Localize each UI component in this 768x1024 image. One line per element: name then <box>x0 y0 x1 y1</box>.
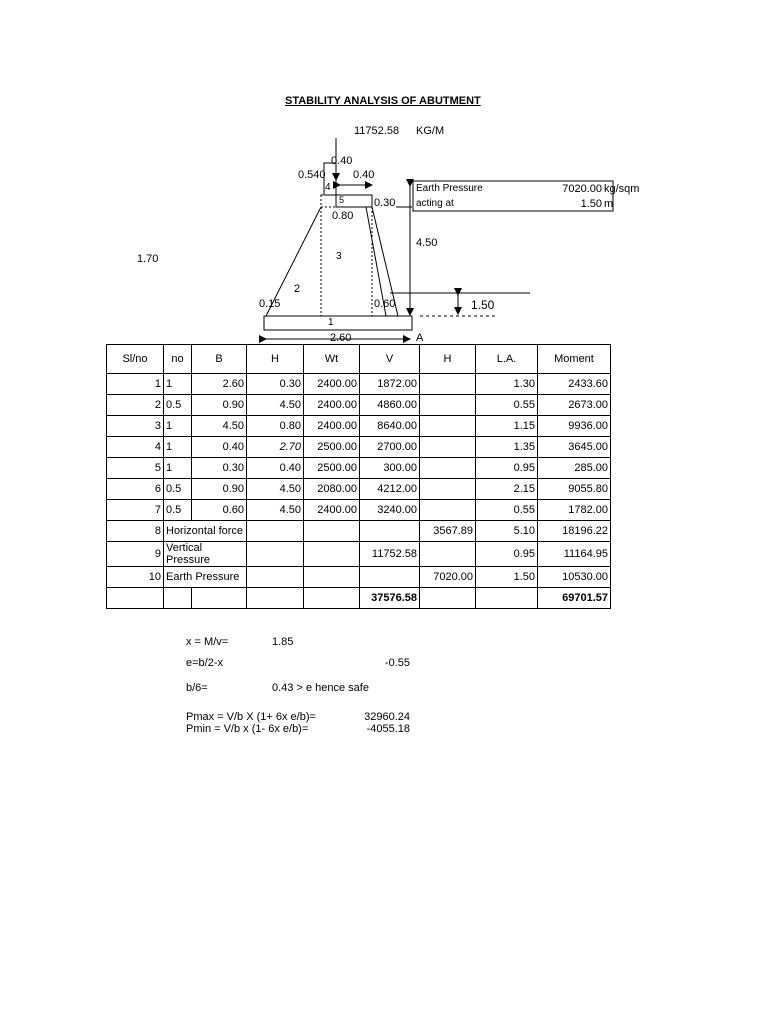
table-row <box>107 416 611 437</box>
row-v: 300.00 <box>360 458 420 479</box>
dim-0540: 0.540 <box>298 169 326 181</box>
row-no: 1 <box>164 416 192 437</box>
header-la: L.A. <box>476 345 538 374</box>
table-row <box>107 437 611 458</box>
row-la: 0.55 <box>476 500 538 521</box>
pmin-label: Pmin = V/b x (1- 6x e/b)= <box>186 723 309 735</box>
row-h: 2.70 <box>247 437 304 458</box>
row-horizontal: 7020.00 <box>420 567 476 588</box>
dim-040-top: 0.40 <box>331 155 353 167</box>
earth-pressure-label: Earth Pressure <box>416 183 483 194</box>
row-no: 1 <box>164 437 192 458</box>
row-horizontal: 3567.89 <box>420 521 476 542</box>
row-moment: 3645.00 <box>538 437 611 458</box>
header-v: V <box>360 345 420 374</box>
row-empty <box>304 567 360 588</box>
load-value: 11752.58 <box>354 125 400 137</box>
header-b: B <box>192 345 247 374</box>
table-row <box>107 542 611 567</box>
dim-015: 0.15 <box>259 298 281 310</box>
row-moment: 2433.60 <box>538 374 611 395</box>
row-v: 4860.00 <box>360 395 420 416</box>
acting-at-value: 1.50 <box>580 198 602 210</box>
acting-at-unit: m <box>604 198 614 210</box>
row-la: 2.15 <box>476 479 538 500</box>
b6-label: b/6= <box>186 682 208 694</box>
row-empty <box>247 567 304 588</box>
label-part-4: 4 <box>325 182 331 193</box>
row-wt: 2500.00 <box>304 437 360 458</box>
row-wt: 2400.00 <box>304 395 360 416</box>
label-part-1: 1 <box>328 317 334 328</box>
table-row <box>107 500 611 521</box>
row-label: Vertical Pressure <box>164 542 247 567</box>
header-no: no <box>164 345 192 374</box>
row-sl: 6 <box>107 479 164 500</box>
table-row <box>107 521 611 542</box>
dim-260: 2.60 <box>330 332 352 344</box>
acting-at-label: acting at <box>416 198 454 209</box>
row-v: 4212.00 <box>360 479 420 500</box>
x-value: 1.85 <box>272 636 294 648</box>
row-b: 0.90 <box>192 479 247 500</box>
row-horizontal <box>420 395 476 416</box>
label-part-5: 5 <box>339 195 345 205</box>
table-row <box>107 567 611 588</box>
stability-table <box>106 344 611 609</box>
row-sl: 2 <box>107 395 164 416</box>
earth-pressure-unit: kg/sqm <box>604 183 640 195</box>
table-row <box>107 458 611 479</box>
cap-outline <box>321 195 372 207</box>
row-empty <box>304 542 360 567</box>
row-horizontal <box>420 374 476 395</box>
row-horizontal <box>420 479 476 500</box>
total-moment: 69701.57 <box>538 588 611 609</box>
row-wt: 2400.00 <box>304 374 360 395</box>
row-no: 1 <box>164 458 192 479</box>
row-la: 5.10 <box>476 521 538 542</box>
row-la: 1.30 <box>476 374 538 395</box>
total-row <box>107 588 611 609</box>
row-b: 0.90 <box>192 395 247 416</box>
row-b: 4.50 <box>192 416 247 437</box>
row-b: 2.60 <box>192 374 247 395</box>
row-moment: 11164.95 <box>538 542 611 567</box>
pmax-label: Pmax = V/b X (1+ 6x e/b)= <box>186 711 316 723</box>
row-horizontal <box>420 437 476 458</box>
row-la: 0.95 <box>476 458 538 479</box>
page-title: STABILITY ANALYSIS OF ABUTMENT <box>285 95 481 107</box>
row-no: 0.5 <box>164 500 192 521</box>
row-label: Horizontal force <box>164 521 247 542</box>
dim-060: 0.60 <box>374 298 396 310</box>
row-sl: 5 <box>107 458 164 479</box>
row-v: 1872.00 <box>360 374 420 395</box>
table-header-row <box>107 345 611 374</box>
label-part-2: 2 <box>294 283 301 295</box>
row-wt: 2500.00 <box>304 458 360 479</box>
row-h: 0.80 <box>247 416 304 437</box>
row-horizontal <box>420 458 476 479</box>
row-label: Earth Pressure <box>164 567 247 588</box>
row-v: 2700.00 <box>360 437 420 458</box>
x-label: x = M/v= <box>186 636 229 648</box>
row-h: 4.50 <box>247 500 304 521</box>
row-empty <box>247 542 304 567</box>
row-sl: 4 <box>107 437 164 458</box>
dim-080: 0.80 <box>332 210 354 222</box>
row-no: 0.5 <box>164 395 192 416</box>
row-la: 1.15 <box>476 416 538 437</box>
load-unit: KG/M <box>416 125 445 137</box>
header-horizontal: H <box>420 345 476 374</box>
row-v: 3240.00 <box>360 500 420 521</box>
row-h: 0.30 <box>247 374 304 395</box>
label-part-3: 3 <box>336 251 342 262</box>
dim-040-right: 0.40 <box>353 169 375 181</box>
header-wt: Wt <box>304 345 360 374</box>
row-b: 0.60 <box>192 500 247 521</box>
row-moment: 9936.00 <box>538 416 611 437</box>
row-h: 4.50 <box>247 479 304 500</box>
row-v: 8640.00 <box>360 416 420 437</box>
row-moment: 2673.00 <box>538 395 611 416</box>
row-sl: 8 <box>107 521 164 542</box>
table-row <box>107 479 611 500</box>
row-b: 0.40 <box>192 437 247 458</box>
e-value: -0.55 <box>384 657 410 669</box>
row-la: 1.35 <box>476 437 538 458</box>
row-h: 0.40 <box>247 458 304 479</box>
row-v <box>360 521 420 542</box>
row-wt: 2400.00 <box>304 416 360 437</box>
row-wt: 2080.00 <box>304 479 360 500</box>
row-moment: 18196.22 <box>538 521 611 542</box>
row-sl: 9 <box>107 542 164 567</box>
pmin-value: -4055.18 <box>366 723 410 735</box>
row-moment: 285.00 <box>538 458 611 479</box>
row-b: 0.30 <box>192 458 247 479</box>
row-moment: 9055.80 <box>538 479 611 500</box>
point-a-label: A <box>416 332 424 344</box>
row-moment: 10530.00 <box>538 567 611 588</box>
row-h: 4.50 <box>247 395 304 416</box>
row-empty <box>247 521 304 542</box>
row-sl: 7 <box>107 500 164 521</box>
dim-150: 1.50 <box>471 298 495 312</box>
pmax-value: 32960.24 <box>364 711 410 723</box>
row-moment: 1782.00 <box>538 500 611 521</box>
row-no: 1 <box>164 374 192 395</box>
row-v: 11752.58 <box>360 542 420 567</box>
header-moment: Moment <box>538 345 611 374</box>
row-sl: 3 <box>107 416 164 437</box>
row-sl: 1 <box>107 374 164 395</box>
row-la: 0.95 <box>476 542 538 567</box>
row-no: 0.5 <box>164 479 192 500</box>
header-h: H <box>247 345 304 374</box>
row-horizontal <box>420 542 476 567</box>
table-row <box>107 395 611 416</box>
table-row <box>107 374 611 395</box>
dim-030: 0.30 <box>374 197 396 209</box>
row-horizontal <box>420 500 476 521</box>
header-slno: Sl/no <box>107 345 164 374</box>
total-v: 37576.58 <box>360 588 420 609</box>
footing-shape <box>264 316 412 330</box>
b6-value: 0.43 > e hence safe <box>272 682 369 694</box>
row-la: 0.55 <box>476 395 538 416</box>
dim-450: 4.50 <box>416 237 438 249</box>
row-la: 1.50 <box>476 567 538 588</box>
row-sl: 10 <box>107 567 164 588</box>
row-wt: 2400.00 <box>304 500 360 521</box>
earth-pressure-value: 7020.00 <box>562 183 602 195</box>
row-empty <box>304 521 360 542</box>
left-value: 1.70 <box>137 253 159 265</box>
e-label: e=b/2-x <box>186 657 223 669</box>
row-horizontal <box>420 416 476 437</box>
row-v <box>360 567 420 588</box>
